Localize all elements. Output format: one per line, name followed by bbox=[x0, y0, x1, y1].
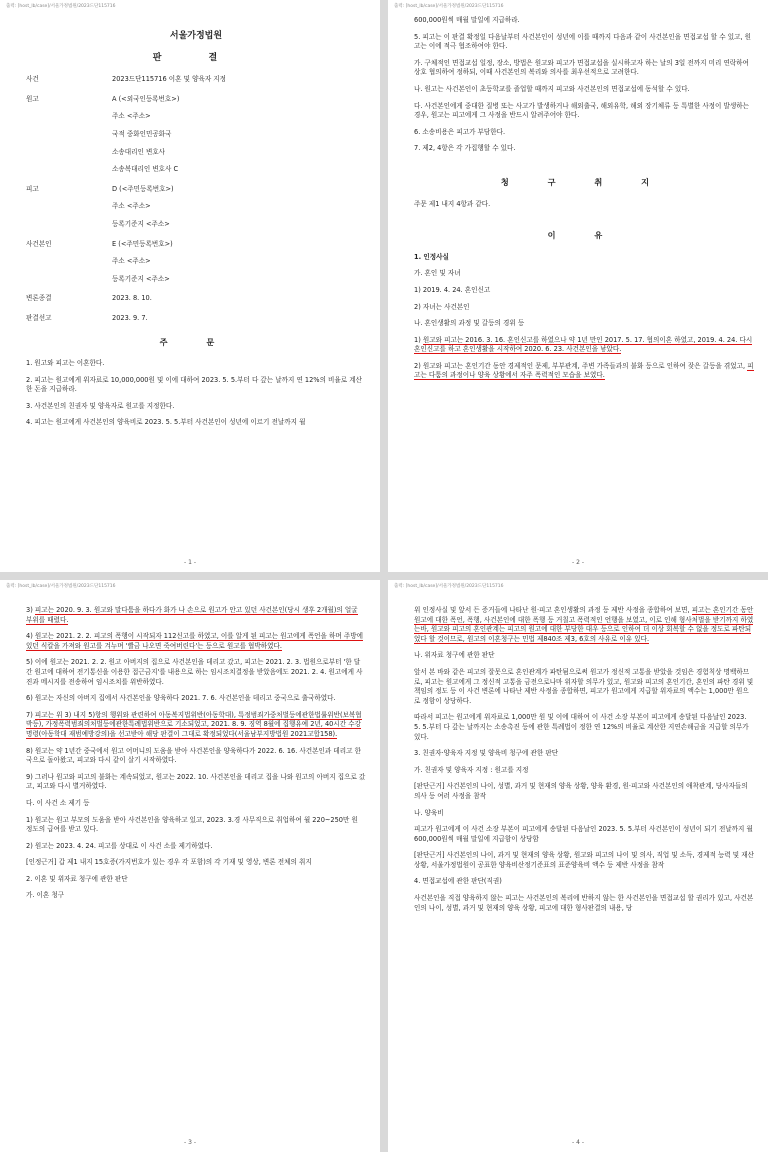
section-heading: 이 유 bbox=[547, 230, 621, 241]
paragraph: 1. 원고와 피고는 이혼한다. bbox=[26, 359, 105, 368]
page-header: 출력: [host_lb/case]/서울가정법원/2023드단115716 bbox=[394, 584, 504, 589]
info-row bbox=[26, 75, 366, 85]
page-body bbox=[26, 22, 366, 435]
paragraph: 9) 그러나 원고와 피고의 불화는 계속되었고, 원고는 2022. 10. 사건본인을 데리고 집을 나와 원고의 아버지 집으로 갔고, 피고와 다시 별거하였다. bbox=[26, 772, 366, 791]
info-value: A (<외국인등록번호>) bbox=[112, 94, 180, 103]
underlined-text: 피고는 혼인기간 동안 원고에 대한 폭언, 폭행, 사건본인에 대한 폭행 등 거칠고 폭력적인 언행을 보였고, 이로 인해 형사처벌을 받기까지 하였는바, 원고와 피고의 혼인관계는 피고의 원고에 대한 부당한 대우 등으로 인하여 더 이상 회복할 수 없을 정도로 파탄되었다 할 것이므로, 원고의 이혼청구는 민법 제840조 제3, 6호의 사유로 이유 있다. bbox=[414, 606, 754, 643]
paragraph: 2) 자녀는 사건본인 bbox=[414, 302, 470, 311]
page-number: - 4 - bbox=[572, 1139, 584, 1146]
info-value: 주소 <주소> bbox=[112, 202, 151, 211]
page-number: - 2 - bbox=[572, 559, 584, 566]
page-body bbox=[26, 606, 366, 908]
paragraph: 나. 위자료 청구에 관한 판단 bbox=[414, 651, 495, 660]
info-row bbox=[26, 294, 366, 304]
info-value: E (<주민등록번호>) bbox=[112, 239, 173, 248]
page-3 bbox=[0, 580, 380, 1152]
section-heading: 청 구 취 지 bbox=[500, 176, 668, 187]
info-label: 사건본인 bbox=[26, 239, 52, 248]
page-number: - 3 - bbox=[184, 1139, 196, 1146]
info-value: 주소 <주소> bbox=[112, 257, 151, 266]
text: 4) bbox=[26, 632, 35, 641]
info-row bbox=[26, 240, 366, 285]
paragraph: 나. 혼인생활의 과정 및 갈등의 경위 등 bbox=[414, 319, 525, 328]
info-value: 등록기준지 <주소> bbox=[112, 219, 170, 228]
section-heading: 주 문 bbox=[159, 336, 233, 347]
info-values bbox=[112, 75, 226, 85]
page-header: 출력: [host_lb/case]/서울가정법원/2023드단115716 bbox=[6, 584, 116, 589]
paragraph: 5. 피고는 이 판결 확정일 다음날부터 사건본인이 성년에 이를 때까지 다음과 같이 사건본인을 면접교섭 할 수 있고, 원고는 이에 적극 협조하여야 한다. bbox=[414, 32, 752, 51]
paragraph: 가. 혼인 및 자녀 bbox=[414, 269, 461, 278]
paragraph: 2. 피고는 원고에게 위자료로 10,000,000원 및 이에 대하여 2023. 5. 5.부터 다 갚는 날까지 연 12%의 비율로 계산한 돈을 지급하라. bbox=[26, 375, 362, 394]
court-name: 서울가정법원 bbox=[169, 31, 223, 41]
paragraph: 4. 면접교섭에 관한 판단(직권) bbox=[414, 877, 502, 886]
paragraph: 2. 이혼 및 위자료 청구에 관한 판단 bbox=[26, 874, 128, 883]
paragraph: 1) 원고는 원고 부모의 도움을 받아 사건본인을 양육하고 있고, 2023. 3.경 사무직으로 취업하여 월 220~250만 원 정도의 급여를 받고 있다. bbox=[26, 815, 358, 834]
info-values bbox=[112, 294, 152, 304]
page-header: 출력: [host_lb/case]/서울가정법원/2023드단115716 bbox=[6, 4, 116, 9]
info-value: 소송복대리인 변호사 C bbox=[112, 165, 179, 174]
info-value: 국적 중화인민공화국 bbox=[112, 129, 172, 138]
text: 3) bbox=[26, 606, 35, 614]
paragraph bbox=[26, 711, 366, 740]
page-4 bbox=[388, 580, 768, 1152]
paragraph: 3. 친권자·양육자 지정 및 양육비 청구에 관한 판단 bbox=[414, 749, 559, 758]
paragraph: [판단근거] 사건본인의 나이, 과거 및 현재의 양육 상황, 원고와 피고의 나이 및 의사, 직업 및 소득, 경제적 능력 및 재산 상황, 서울가정법원이 공표한 양육비산정기준표의 표준양육비 액수 등 제반 사정을 참작 bbox=[414, 851, 754, 869]
paragraph: 사건본인을 직접 양육하지 않는 피고는 사건본인의 복리에 반하지 않는 한 사건본인을 면접교섭 할 권리가 있고, 사건본인의 나이, 성별, 과거 및 현재의 양육 상황, 피고에 대한 형사판결의 내용, 당 bbox=[414, 894, 754, 912]
paragraph: 피고가 원고에게 이 사건 소장 부본이 피고에게 송달된 다음날인 2023. 5. 5.부터 사건본인이 성년이 되기 전날까지 월 600,000원씩 매월 말일에 지급함이 상당함 bbox=[414, 825, 753, 843]
info-value: 2023드단115716 이혼 및 양육자 지정 bbox=[112, 75, 227, 84]
info-label: 피고 bbox=[26, 184, 39, 193]
info-value: 소송대리인 변호사 bbox=[112, 147, 166, 156]
page-body bbox=[414, 16, 754, 388]
info-value: D (<주민등록번호>) bbox=[112, 184, 174, 193]
paragraph bbox=[414, 606, 754, 644]
paragraph: 5) 이에 원고는 2021. 2. 2. 원고 아버지의 집으로 사건본인을 데리고 갔고, 피고는 2021. 2. 3. 법원으로부터 '한 달간 원고에 대하여 전기통신을 이용한 접근금지'를 내용으로 하는 임시조치결정을 받았음에도 2021. 2. 4. 원고에게 사진과 메시지를 전송하여 임시조치를 위반하였다. bbox=[26, 658, 363, 686]
paragraph bbox=[414, 362, 754, 381]
info-values bbox=[112, 95, 179, 175]
paragraph: [인정근거] 갑 제1 내지 15호증(가지번호가 있는 경우 각 포함)의 각 기재 및 영상, 변론 전체의 취지 bbox=[26, 858, 312, 867]
paragraph bbox=[414, 336, 754, 355]
paragraph: 가. 이혼 청구 bbox=[26, 891, 65, 900]
info-label: 판결선고 bbox=[26, 313, 52, 322]
document-title: 판 결 bbox=[152, 52, 240, 63]
paragraph: 가. 구체적인 면접교섭 일정, 장소, 방법은 원고와 피고가 면접교섭을 실시하고자 하는 날의 3일 전까지 미리 연락하여 상호 협의하여 정하되, 이때 사건본인의 복리와 의사를 최우선적으로 고려한다. bbox=[414, 58, 749, 77]
paragraph: 3. 사건본인의 친권자 및 양육자로 원고를 지정한다. bbox=[26, 401, 175, 410]
paragraph: 가. 친권자 및 양육자 지정 : 원고를 지정 bbox=[414, 765, 529, 774]
paragraph: [판단근거] 사건본인의 나이, 성별, 과거 및 현재의 양육 상황, 양육 환경, 원·피고와 사건본인의 애착관계, 당사자들의 의사 등 여러 사정을 참작 bbox=[414, 782, 748, 800]
subsection-heading: 1. 인정사실 bbox=[414, 252, 449, 261]
info-values bbox=[112, 314, 148, 324]
text: 1) bbox=[414, 335, 423, 344]
info-value: 2023. 8. 10. bbox=[112, 294, 152, 303]
paragraph: 4. 피고는 원고에게 사건본인의 양육비로 2023. 5. 5.부터 사건본인이 성년에 이르기 전날까지 월 bbox=[26, 418, 306, 427]
info-label: 사건 bbox=[26, 75, 39, 84]
info-label: 원고 bbox=[26, 94, 39, 103]
info-row bbox=[26, 95, 366, 175]
paragraph: 나. 양육비 bbox=[414, 808, 444, 817]
paragraph: 앞서 본 바와 같은 피고의 잘못으로 혼인관계가 파탄됨으로써 원고가 정신적 고통을 받았을 것임은 경험칙상 명백하므로, 피고는 원고에게 그 정신적 고통을 금전으로나마 위자할 의무가 있고, 원고와 피고의 혼인기간, 혼인의 파탄 경위 및 책임의 정도 등 이 사건 변론에 나타난 제반 사정을 종합하면, 피고가 원고에게 지급할 위자료의 액수는 1,000만 원으로 정함이 상당하다. bbox=[414, 667, 754, 705]
party-info bbox=[26, 75, 366, 323]
paragraph: 600,000원씩 매월 말일에 지급하라. bbox=[414, 16, 520, 24]
info-label: 변론종결 bbox=[26, 294, 52, 303]
page-number: - 1 - bbox=[184, 559, 196, 566]
paragraph: 2) 원고는 2023. 4. 24. 피고를 상대로 이 사건 소를 제기하였다. bbox=[26, 841, 213, 850]
paragraph: 1) 2019. 4. 24. 혼인신고 bbox=[414, 285, 491, 294]
paragraph: 다. 이 사건 소 제기 등 bbox=[26, 798, 90, 807]
paragraph: 주문 제1 내지 4항과 같다. bbox=[414, 199, 491, 208]
info-values bbox=[112, 185, 174, 230]
underlined-text: 피고는 2020. 9. 3. 원고와 말다툼을 하다가 화가 나 손으로 원고가 안고 있던 사건본인(당시 생후 2개월)의 얼굴 부위를 때렸다. bbox=[26, 606, 358, 624]
paragraph: 다. 사건본인에게 중대한 질병 또는 사고가 발생하거나 해외출국, 해외유학, 해외 장기체류 등 특별한 사정이 발생하는 경우, 원고는 피고에게 그 사정을 반드시 알려주어야 한다. bbox=[414, 101, 749, 120]
paragraph: 8) 원고는 약 1년간 중국에서 원고 어머니의 도움을 받아 사건본인을 양육하다가 2022. 6. 16. 사건본인과 데리고 한국으로 돌아왔고, 피고와 다시 같이 살기 시작하였다. bbox=[26, 746, 361, 765]
paragraph: 7. 제2, 4항은 각 가집행할 수 있다. bbox=[414, 144, 516, 153]
info-value: 등록기준지 <주소> bbox=[112, 274, 170, 283]
paragraph bbox=[26, 632, 366, 651]
underlined-text: 피고는 다툼의 과정이나 양육 상황에서 자주 폭력적인 모습을 보였다. bbox=[414, 361, 754, 380]
underlined-text: 원고는 2021. 2. 2. 피고의 폭행이 시작되자 112신고를 하였고, 이를 알게 된 피고는 원고에게 폭언을 하며 주방에 있던 식칼을 가져와 원고를 겨누며 '빨금 나오면 죽여버린다'는 등으로 원고를 협박하였다. bbox=[26, 632, 363, 650]
info-values bbox=[112, 240, 173, 285]
text: 2) 원고와 피고는 혼인기간 동안 경제적인 문제, 부부관계, 주변 가족들과의 불화 등으로 인하여 잦은 갈등을 겪었고, bbox=[414, 361, 748, 370]
underlined-text: 피고는 위 3) 내지 5)항의 행위와 관련하여 아동복지법위반(아동학대), 특정범죄가중처벌등에관한법률위반(보복협박등), 가정폭력범죄의처벌등에관한특례법위반으로 기소되었고, 2021. 8. 9. 징역 8월에 집행유예 2년, 40시간 수강명령(아동학대 재범예방강의)을 선고받아 해당 판결이 그대로 확정되었다(서울남부지방법원 2021고합158). bbox=[26, 710, 362, 738]
paragraph: 6) 원고는 자신의 아버지 집에서 사건본인을 양육하다 2021. 7. 6. 사건본인을 데리고 중국으로 출국하였다. bbox=[26, 694, 336, 703]
page-2 bbox=[388, 0, 768, 572]
paragraph bbox=[26, 606, 366, 625]
page-body bbox=[414, 606, 754, 920]
page-header: 출력: [host_lb/case]/서울가정법원/2023드단115716 bbox=[394, 4, 504, 9]
text: 위 인정사실 및 앞서 든 증거들에 나타난 원·피고 혼인생활의 과정 등 제반 사정을 종합하여 보면, bbox=[414, 606, 692, 614]
text: 7) bbox=[26, 710, 35, 719]
info-row bbox=[26, 185, 366, 230]
paragraph: 따라서 피고는 원고에게 위자료로 1,000만 원 및 이에 대하여 이 사건 소장 부본이 피고에게 송달된 다음날인 2023. 5. 5.부터 다 갚는 날까지는 소송촉진 등에 관한 특례법이 정한 연 12%의 비율로 계산한 지연손해금을 지급할 의무가 있다. bbox=[414, 713, 749, 741]
page-1 bbox=[0, 0, 380, 572]
info-row bbox=[26, 314, 366, 324]
info-value: 2023. 9. 7. bbox=[112, 313, 148, 322]
paragraph: 나. 원고는 사건본인이 초등학교를 졸업할 때까지 피고와 사건본인의 면접교섭에 동석할 수 있다. bbox=[414, 84, 690, 93]
paragraph: 6. 소송비용은 피고가 부담한다. bbox=[414, 127, 506, 136]
underlined-text: 원고와 피고는 2016. 3. 16. 혼인신고를 하였으나 약 1년 만인 2017. 5. 17. 협의이혼 하였고, 2019. 4. 24. 다시 혼인신고를 하고 혼인생활을 시작하여 2020. 6. 23. 사건본인을 낳았다. bbox=[414, 335, 753, 354]
info-value: 주소 <주소> bbox=[112, 112, 151, 121]
